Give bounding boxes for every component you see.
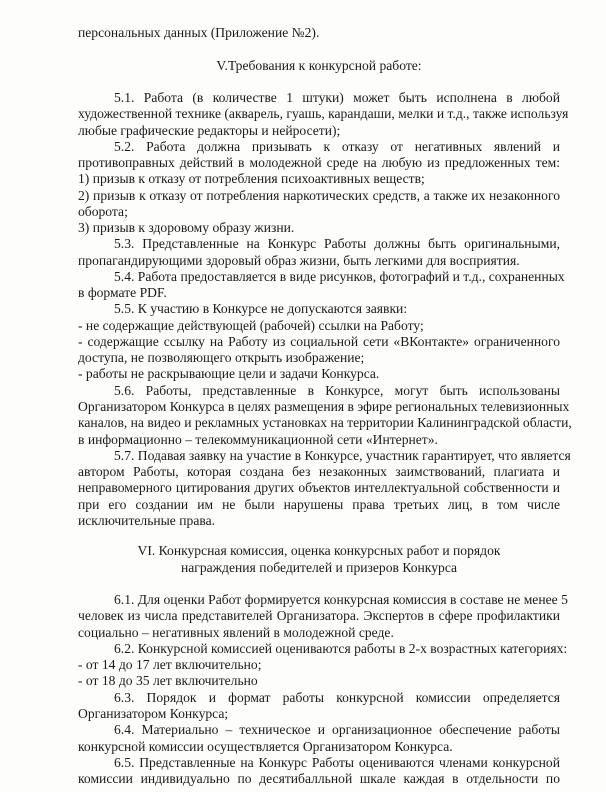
text-line: социально – негативных явлений в молодежной среде. [78,624,394,640]
text-line: - от 18 до 35 лет включительно [78,673,258,689]
text-line: 5.1. Работа (в количестве 1 штуки) может быть исполнена в любой [114,90,560,105]
text-line: исключительные права. [78,512,216,528]
text-line: 6.5. Представленные на Конкурс Работы оцениваются членами конкурсной [114,754,560,770]
text-line: любые графические редакторы и нейросети); [78,122,341,138]
text-line: 6.2. Конкурсной комиссией оцениваются работы в 2-х возрастных категориях: [114,640,568,656]
text-line: - содержащие ссылку на Работу из социальной сети «ВКонтакте» ограниченного [78,333,560,349]
section-heading-vi-cont: награждения победителей и призеров Конкурса [180,559,458,575]
section-heading-vi: VI. Конкурсная комиссия, оценка конкурсных работ и порядок [137,543,501,559]
text-line: Организатором Конкурса в целях размещения в эфире региональных телевизионных [78,399,570,414]
text-line: 6.3. Порядок и формат работы конкурсной комиссии определяется [114,689,560,705]
text-line: - не содержащие действующей (рабочей) ссылки на Работу; [78,317,424,333]
text-line: - работы не раскрывающие цели и задачи Конкурса. [78,366,380,382]
text-line: неправомерного цитирования других объектов интеллектуальной собственности и [78,480,560,496]
text-line: конкурсной комиссии осуществляется Организатором Конкурса. [78,738,453,754]
text-line: в формате PDF. [78,285,167,301]
text-line: автором Работы, которая создана без незаконных заимствований, плагиата и [78,464,560,479]
text-line: каналов, на видео и рекламных установках на территории Калининградской области, [78,415,572,431]
text-line: в информационно – телекоммуникационной сети «Интернет». [78,431,438,447]
text-line: оборота; [78,203,128,219]
section-heading-v: V.Требования к конкурсной работе: [216,57,422,73]
text-line: художественной технике (акварель, гуашь, карандаши, мелки и т.д., также используя [78,106,569,122]
text-line: 5.7. Подавая заявку на участие в Конкурсе, участник гарантирует, что является [114,447,571,463]
text-line: 5.2. Работа должна призывать к отказу от негативных явлений и [114,138,560,154]
text-line: пропагандирующими здоровый образ жизни, быть легкими для восприятия. [78,252,520,268]
text-line: человек из числа представителей Организатора. Экспертов в сфере профилактики [78,608,560,624]
text-line: 5.4. Работа предоставляется в виде рисунков, фотографий и т.д., сохраненных [114,268,565,284]
text-line: 5.5. К участию в Конкурсе не допускаются заявки: [114,301,408,317]
text-line: - от 14 до 17 лет включительно; [78,657,262,673]
text-line: доступа, не позволяющего открыть изображение; [78,350,365,366]
text-line: 5.6. Работы, представленные в Конкурсе, могут быть использованы [114,382,560,398]
text-line: персональных данных (Приложение №2). [78,25,320,40]
text-line: 6.4. Материально – техническое и организационное обеспечение работы [114,722,560,738]
text-line: комиссии индивидуально по десятибалльной шкале каждая в отдельности по [78,771,560,786]
text-line: 2) призыв к отказу от потребления наркотических средств, а также их незаконного [78,187,560,203]
text-line: Организатором Конкурса; [78,706,229,721]
text-line: 5.3. Представленные на Конкурс Работы должны быть оригинальными, [114,236,560,252]
text-line: 1) призыв к отказу от потребления психоактивных веществ; [78,171,425,187]
text-line: 3) призыв к здоровому образу жизни. [78,220,295,236]
text-line: противоправных действий в молодежной среде на любую из предложенных тем: [78,155,560,171]
text-line: 6.1. Для оценки Работ формируется конкурсная комиссия в составе не менее 5 [114,592,568,608]
text-line: при его создании им не были нарушены права третьих лиц, в том числе [78,496,560,512]
